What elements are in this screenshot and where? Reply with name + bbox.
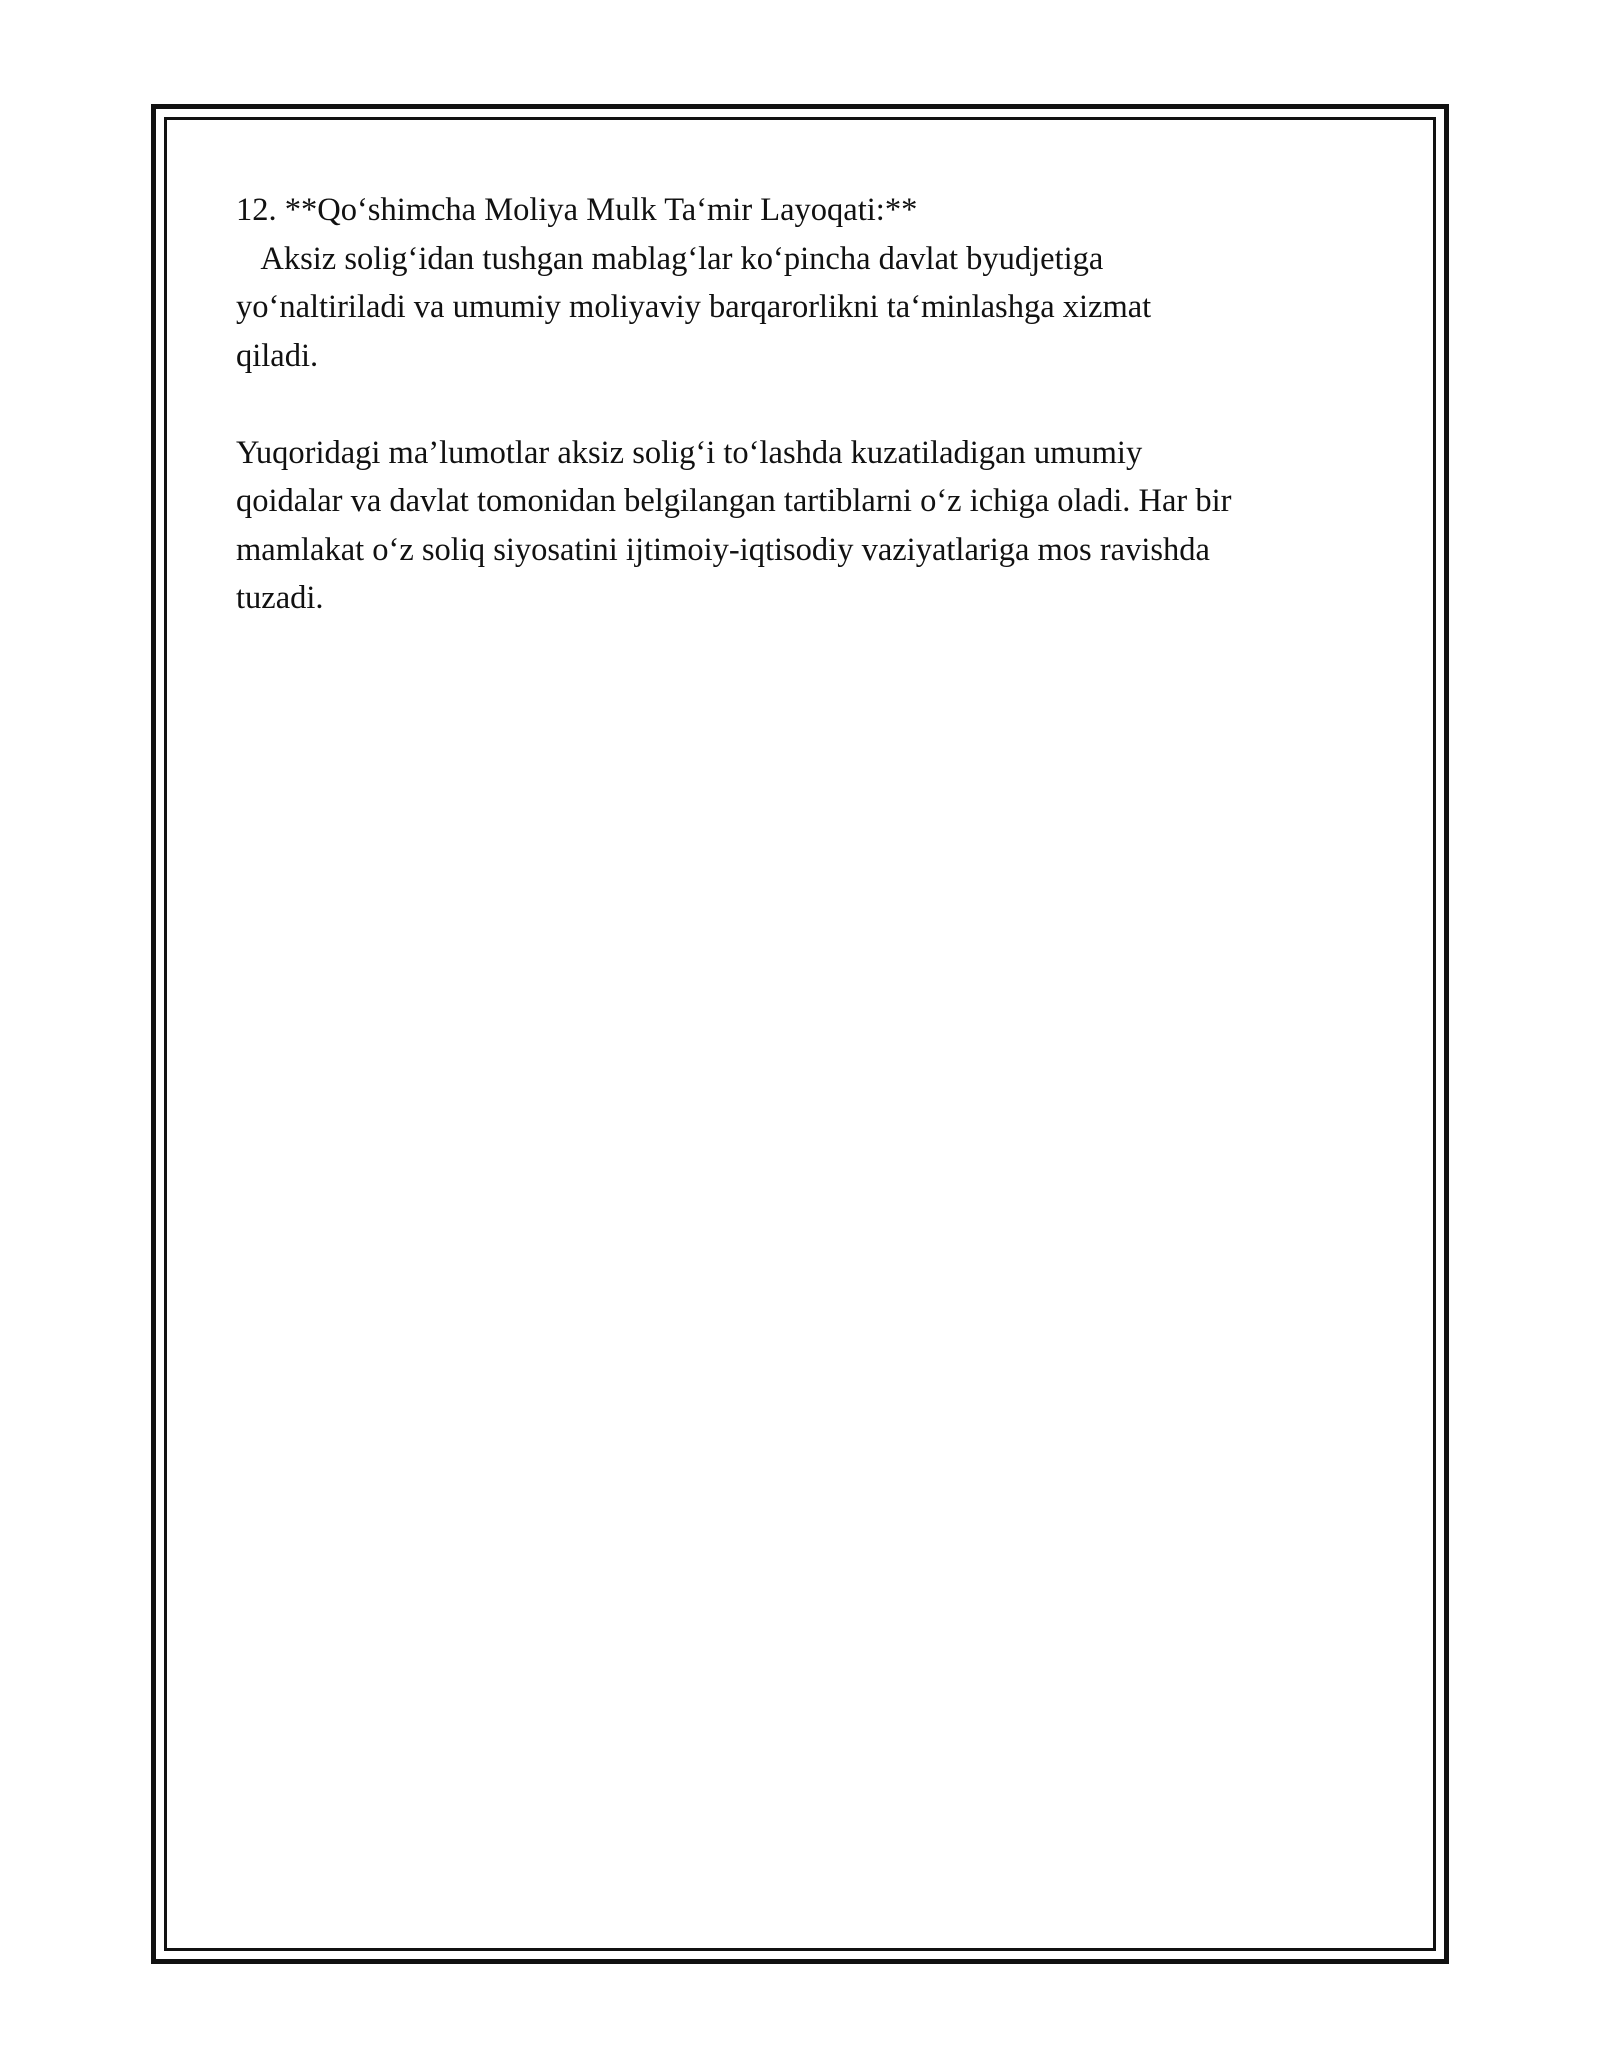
item-body-line: Aksiz solig‘idan tushgan mablag‘lar ko‘pincha davlat byudjetiga [236,240,1104,277]
conclusion-line: mamlakat o‘z soliq siyosatini ijtimoiy-iqtisodiy vaziyatlariga mos ravishda [236,531,1210,568]
item-heading: 12. **Qo‘shimcha Moliya Mulk Ta‘mir Layoqati:** [236,192,918,228]
conclusion-line: tuzadi. [236,580,324,616]
item-body-line: yo‘naltiriladi va umumiy moliyaviy barqarorlikni ta‘minlashga xizmat [236,289,1152,325]
item-body-line: qiladi. [236,337,319,374]
document-body [236,186,1376,623]
paragraph-gap [236,380,1376,429]
conclusion-line: Yuqoridagi ma’lumotlar aksiz solig‘i to‘lashda kuzatiladigan umumiy [236,434,1143,471]
conclusion-line: qoidalar va davlat tomonidan belgilangan tartiblarni o‘z ichiga oladi. Har bir [236,483,1232,519]
